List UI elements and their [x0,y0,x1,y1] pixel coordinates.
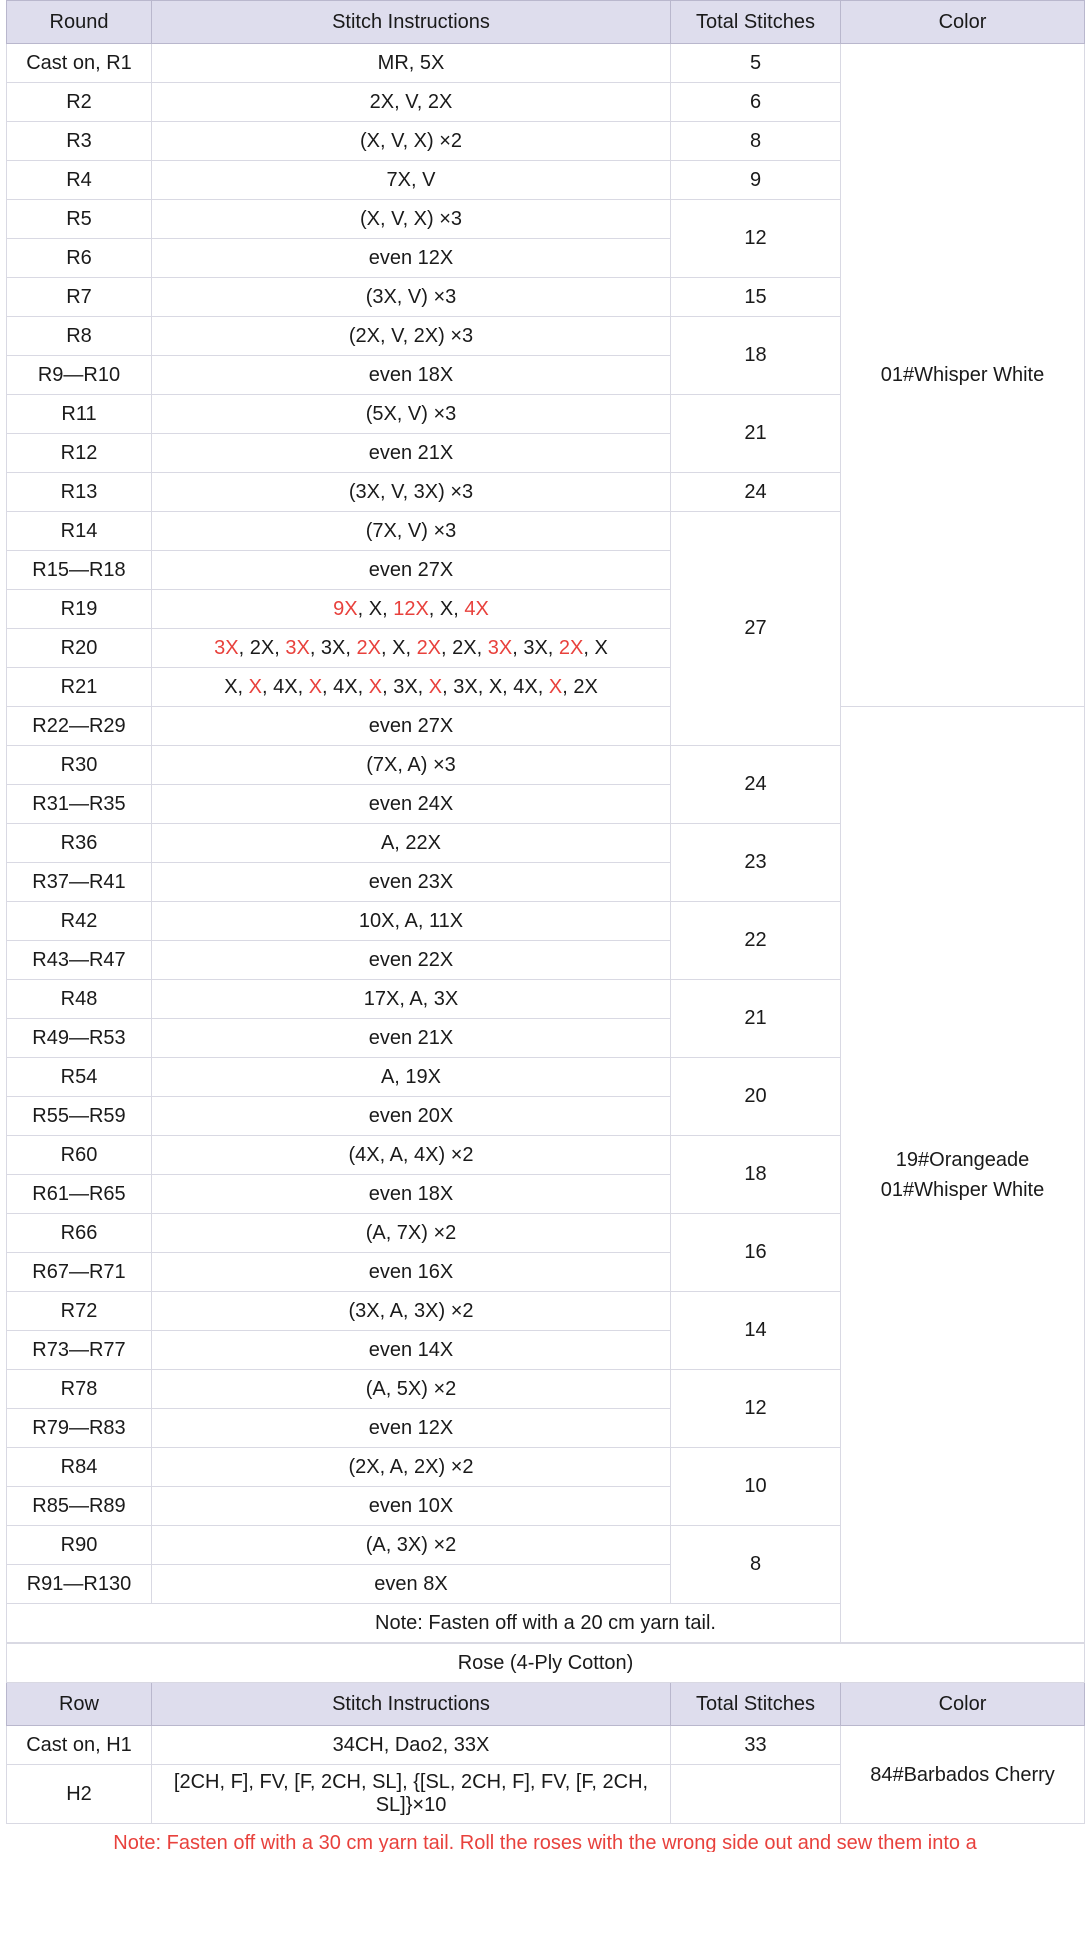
cell-round: R6 [7,239,152,278]
cell-instructions: 9X, X, 12X, X, 4X [152,590,671,629]
cell-instructions: even 18X [152,1175,671,1214]
cell-total: 12 [671,1370,841,1448]
cell-total: 16 [671,1214,841,1292]
table-body-main [7,44,1085,1643]
cell-round: R42 [7,902,152,941]
cell-round: Cast on, H1 [7,1726,152,1765]
table-row [7,707,1085,746]
cell-instructions: even 18X [152,356,671,395]
cell-round: R36 [7,824,152,863]
cell-round: R90 [7,1526,152,1565]
cell-total: 20 [671,1058,841,1136]
cell-round: R73—R77 [7,1331,152,1370]
cell-round: R11 [7,395,152,434]
column-header-row: Row [7,1683,152,1726]
column-header-color: Color [841,1,1085,44]
column-header-instructions: Stitch Instructions [152,1,671,44]
cell-round: Cast on, R1 [7,44,152,83]
cell-instructions: (A, 3X) ×2 [152,1526,671,1565]
cell-total: 21 [671,980,841,1058]
cell-round: R85—R89 [7,1487,152,1526]
column-header-total-stitches-rose: Total Stitches [671,1683,841,1726]
cell-instructions: 10X, A, 11X [152,902,671,941]
cell-instructions: even 12X [152,239,671,278]
cell-instructions: (3X, A, 3X) ×2 [152,1292,671,1331]
cell-total: 5 [671,44,841,83]
cell-round: R60 [7,1136,152,1175]
cell-instructions: (2X, V, 2X) ×3 [152,317,671,356]
cell-instructions: MR, 5X [152,44,671,83]
cell-instructions: (3X, V) ×3 [152,278,671,317]
cell-instructions: X, X, 4X, X, 4X, X, 3X, X, 3X, X, 4X, X, 2X [152,668,671,707]
cell-instructions: 3X, 2X, 3X, 3X, 2X, X, 2X, 2X, 3X, 3X, 2X, X [152,629,671,668]
cell-round: R19 [7,590,152,629]
cell-total: 27 [671,512,841,746]
table-row [7,44,1085,83]
cell-round: R31—R35 [7,785,152,824]
cell-instructions: (4X, A, 4X) ×2 [152,1136,671,1175]
cell-total: 6 [671,83,841,122]
cell-total: 12 [671,200,841,278]
cell-round: R21 [7,668,152,707]
table-header-main [7,1,1085,44]
cell-instructions: even 21X [152,434,671,473]
cell-round: R84 [7,1448,152,1487]
cell-round: R4 [7,161,152,200]
cell-round: R72 [7,1292,152,1331]
cell-round: R7 [7,278,152,317]
cell-total: 18 [671,1136,841,1214]
cell-instructions: 7X, V [152,161,671,200]
cell-instructions: even 22X [152,941,671,980]
cell-round: R55—R59 [7,1097,152,1136]
cell-instructions: even 20X [152,1097,671,1136]
cell-total: 24 [671,746,841,824]
cell-total: 9 [671,161,841,200]
cell-total: 15 [671,278,841,317]
cell-total: 33 [671,1726,841,1765]
cell-instructions: even 27X [152,551,671,590]
cell-round: R8 [7,317,152,356]
cell-total: 21 [671,395,841,473]
pattern-table-main [6,0,1085,1643]
cell-round: R20 [7,629,152,668]
cell-instructions: (7X, V) ×3 [152,512,671,551]
cell-color: 19#Orangeade 01#Whisper White [841,707,1085,1643]
cell-round: R67—R71 [7,1253,152,1292]
cell-instructions: even 12X [152,1409,671,1448]
cell-instructions: (X, V, X) ×3 [152,200,671,239]
cell-instructions: 34CH, Dao2, 33X [152,1726,671,1765]
cell-round: R22—R29 [7,707,152,746]
cell-round: R5 [7,200,152,239]
cell-round: R78 [7,1370,152,1409]
cell-instructions: even 23X [152,863,671,902]
cell-round: R61—R65 [7,1175,152,1214]
note-row [7,1604,1085,1643]
cell-round: R12 [7,434,152,473]
cell-round: H2 [7,1765,152,1824]
cell-total: 8 [671,122,841,161]
cell-instructions: even 14X [152,1331,671,1370]
cell-round: R48 [7,980,152,1019]
cell-total: 24 [671,473,841,512]
column-header-instructions-rose: Stitch Instructions [152,1683,671,1726]
column-header-round: Round [7,1,152,44]
column-header-color-rose: Color [841,1683,1085,1726]
cell-round: R15—R18 [7,551,152,590]
cell-color: 84#Barbados Cherry [841,1726,1085,1824]
cell-total [671,1765,841,1824]
cell-instructions: (5X, V) ×3 [152,395,671,434]
cell-round: R54 [7,1058,152,1097]
column-header-total-stitches: Total Stitches [671,1,841,44]
cell-round: R30 [7,746,152,785]
header-row-rose [7,1683,1085,1726]
cell-round: R9—R10 [7,356,152,395]
cell-instructions: even 10X [152,1487,671,1526]
cell-round: R91—R130 [7,1565,152,1604]
cell-instructions: [2CH, F], FV, [F, 2CH, SL], {[SL, 2CH, F], FV, [F, 2CH, SL]}×10 [152,1765,671,1824]
table-row [7,1726,1085,1765]
cell-instructions: A, 19X [152,1058,671,1097]
cell-total: 10 [671,1448,841,1526]
cell-total: 23 [671,824,841,902]
cell-total: 18 [671,317,841,395]
cell-instructions: (3X, V, 3X) ×3 [152,473,671,512]
cell-color: 01#Whisper White [841,44,1085,707]
cell-instructions: (A, 7X) ×2 [152,1214,671,1253]
header-row [7,1,1085,44]
cell-round: R37—R41 [7,863,152,902]
cell-instructions: even 21X [152,1019,671,1058]
cell-round: R14 [7,512,152,551]
section-title-rose: Rose (4-Ply Cotton) [7,1644,1085,1683]
cell-round: R3 [7,122,152,161]
cell-instructions: 17X, A, 3X [152,980,671,1019]
note-rose: Note: Fasten off with a 30 cm yarn tail. Roll the roses with the wrong side out and sew them into a [113,1832,977,1852]
cell-instructions: (X, V, X) ×2 [152,122,671,161]
cell-round: R49—R53 [7,1019,152,1058]
cell-round: R43—R47 [7,941,152,980]
cell-instructions: even 24X [152,785,671,824]
cell-total: 14 [671,1292,841,1370]
cell-instructions: (7X, A) ×3 [152,746,671,785]
table-body-rose [7,1644,1085,1824]
cell-instructions: even 27X [152,707,671,746]
cell-instructions: (A, 5X) ×2 [152,1370,671,1409]
note-fasten-off: Note: Fasten off with a 20 cm yarn tail. [7,1604,1085,1643]
cell-instructions: even 16X [152,1253,671,1292]
cell-round: R2 [7,83,152,122]
cell-round: R79—R83 [7,1409,152,1448]
pattern-table-rose [6,1643,1085,1824]
cell-instructions: A, 22X [152,824,671,863]
cell-instructions: (2X, A, 2X) ×2 [152,1448,671,1487]
cell-round: R13 [7,473,152,512]
cell-total: 8 [671,1526,841,1604]
cell-instructions: 2X, V, 2X [152,83,671,122]
cell-total: 22 [671,902,841,980]
cell-instructions: even 8X [152,1565,671,1604]
section-title-row [7,1644,1085,1683]
cell-round: R66 [7,1214,152,1253]
